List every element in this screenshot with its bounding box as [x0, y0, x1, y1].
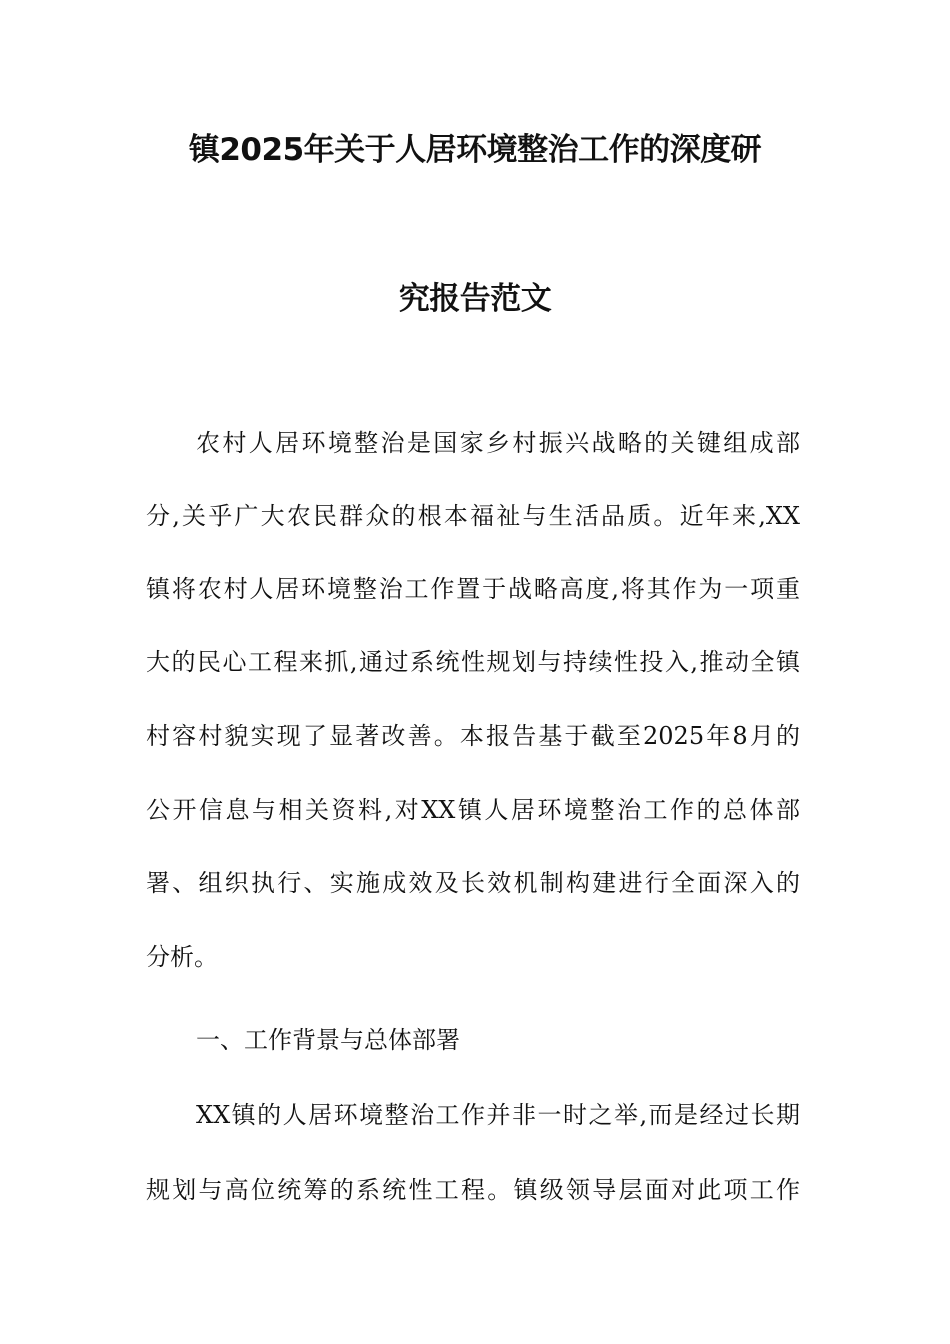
paragraph-line: 农村人居环境整治是国家乡村振兴战略的关键组成部 [196, 429, 800, 457]
section-heading: 一、工作背景与总体部署 [196, 1026, 460, 1054]
paragraph-line: 分,关乎广大农民群众的根本福祉与生活品质。近年来,XX [146, 502, 800, 530]
paragraph-line: 大的民心工程来抓,通过系统性规划与持续性投入,推动全镇 [146, 648, 800, 676]
paragraph-line: XX镇的人居环境整治工作并非一时之举,而是经过长期 [196, 1101, 800, 1129]
paragraph-line: 规划与高位统筹的系统性工程。镇级领导层面对此项工作 [146, 1176, 800, 1204]
document-title-line-1: 镇2025年关于人居环境整治工作的深度研 [188, 132, 762, 168]
paragraph-line: 公开信息与相关资料,对XX镇人居环境整治工作的总体部 [146, 796, 800, 824]
paragraph-line: 分析。 [146, 943, 218, 971]
paragraph-line: 署、组织执行、实施成效及长效机制构建进行全面深入的 [146, 869, 800, 897]
paragraph-line: 镇将农村人居环境整治工作置于战略高度,将其作为一项重 [146, 575, 800, 603]
paragraph-line: 村容村貌实现了显著改善。本报告基于截至2025年8月的 [146, 722, 800, 750]
document-title-line-2: 究报告范文 [398, 281, 552, 317]
